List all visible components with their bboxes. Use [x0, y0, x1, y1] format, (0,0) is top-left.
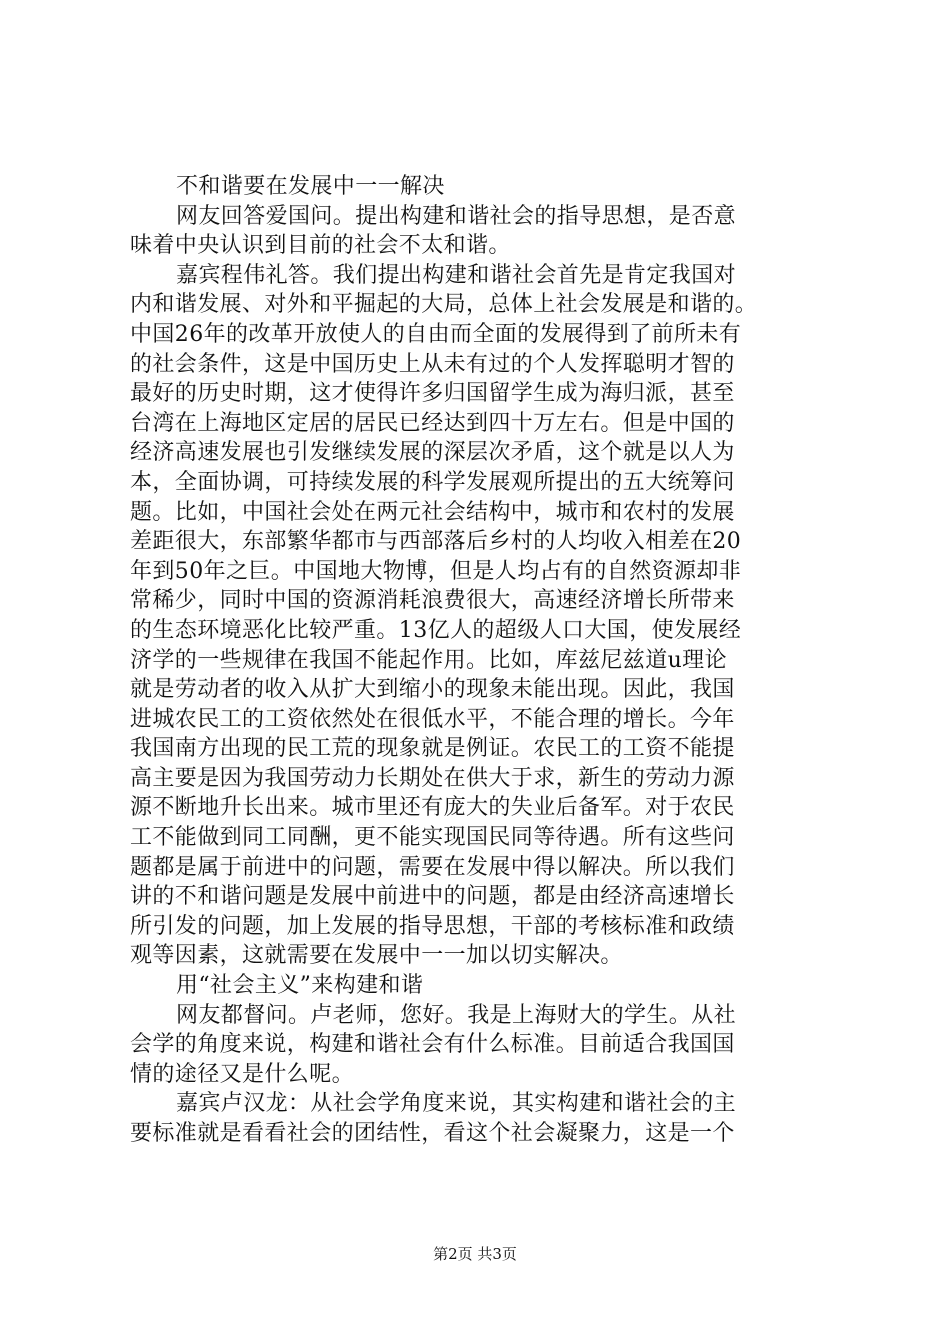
text-line: 题。比如，中国社会处在两元社会结构中，城市和农村的发展	[130, 499, 735, 525]
text-line: 就是劳动者的收入从扩大到缩小的现象未能出现。因此，我国	[130, 677, 735, 703]
text-line: 最好的历史时期，这才使得许多归国留学生成为海归派，甚至	[130, 381, 735, 407]
text-line: 讲的不和谐问题是发展中前进中的问题，都是由经济高速增长	[130, 884, 735, 910]
text-line: 的社会条件，这是中国历史上从未有过的个人发挥聪明才智的	[130, 351, 735, 377]
text-line: 会学的角度来说，构建和谐社会有什么标准。目前适合我国国	[130, 1032, 735, 1058]
text-line: 中国26年的改革开放使人的自由而全面的发展得到了前所未有	[130, 321, 742, 347]
text-line: 网友回答爱国问。提出构建和谐社会的指导思想，是否意	[176, 203, 737, 229]
text-line: 情的途径又是什么呢。	[130, 1061, 355, 1087]
text-line: 年到50年之巨。中国地大物博，但是人均占有的自然资源却非	[130, 558, 742, 584]
text-line: 用“社会主义”来构建和谐	[176, 973, 424, 999]
text-line: 观等因素，这就需要在发展中一一加以切实解决。	[130, 943, 623, 969]
text-line: 经济高速发展也引发继续发展的深层次矛盾，这个就是以人为	[130, 440, 735, 466]
text-line: 我国南方出现的民工荒的现象就是例证。农民工的工资不能提	[130, 736, 735, 762]
text-line: 本，全面协调，可持续发展的科学发展观所提出的五大统筹问	[130, 469, 735, 495]
text-line: 台湾在上海地区定居的居民已经达到四十万左右。但是中国的	[130, 410, 735, 436]
document-body	[130, 172, 835, 1149]
text-line: 所引发的问题，加上发展的指导思想，干部的考核标准和政绩	[130, 913, 735, 939]
text-line: 嘉宾卢汉龙：从社会学角度来说，其实构建和谐社会的主	[176, 1091, 737, 1117]
text-line: 题都是属于前进中的问题，需要在发展中得以解决。所以我们	[130, 854, 735, 880]
text-line: 工不能做到同工同酬，更不能实现国民同等待遇。所有这些问	[130, 825, 735, 851]
text-line: 的生态环境恶化比较严重。13亿人的超级人口大国，使发展经	[130, 617, 742, 643]
text-line: 内和谐发展、对外和平掘起的大局，总体上社会发展是和谐的。	[130, 292, 758, 318]
page-footer: 第2页 共3页	[433, 1245, 517, 1263]
text-line: 味着中央认识到目前的社会不太和谐。	[130, 233, 511, 259]
text-line: 常稀少，同时中国的资源消耗浪费很大，高速经济增长所带来	[130, 588, 735, 614]
text-line: 嘉宾程伟礼答。我们提出构建和谐社会首先是肯定我国对	[176, 262, 737, 288]
text-line: 不和谐要在发展中一一解决	[176, 174, 445, 199]
text-line: 网友都督问。卢老师，您好。我是上海财大的学生。从社	[176, 1002, 737, 1028]
text-line: 进城农民工的工资依然处在很低水平，不能合理的增长。今年	[130, 706, 735, 732]
text-line: 差距很大，东部繁华都市与西部落后乡村的人均收入相差在20	[130, 529, 742, 555]
text-line: 要标准就是看看社会的团结性，看这个社会凝聚力，这是一个	[130, 1121, 735, 1146]
text-line: 高主要是因为我国劳动力长期处在供大于求，新生的劳动力源	[130, 765, 735, 791]
text-line: 济学的一些规律在我国不能起作用。比如，库兹尼兹道u理论	[130, 647, 727, 673]
text-line: 源不断地升长出来。城市里还有庞大的失业后备军。对于农民	[130, 795, 735, 821]
